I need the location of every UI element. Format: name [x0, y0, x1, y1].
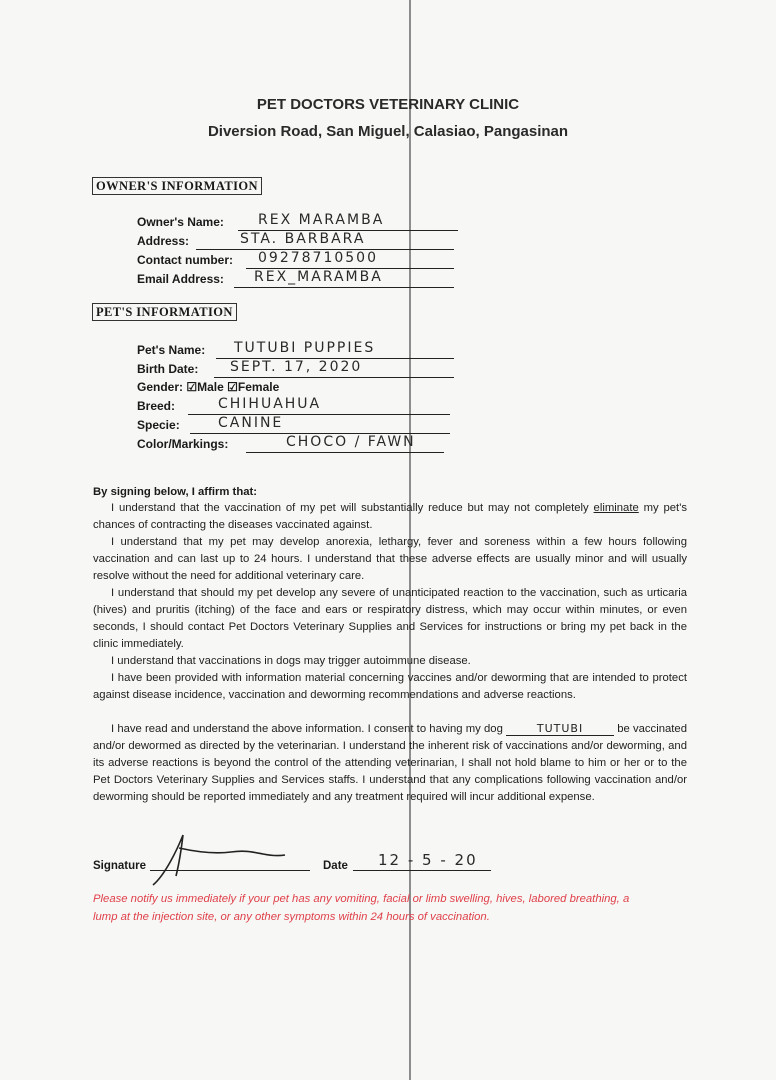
owner-name-label: Owner's Name:: [137, 215, 224, 229]
address-field[interactable]: [196, 233, 454, 250]
breed-field[interactable]: [188, 398, 450, 415]
specie-value: CANINE: [218, 415, 284, 431]
handwritten-signature: [145, 830, 295, 890]
gender-row: [137, 379, 279, 395]
breed-value: CHIHUAHUA: [218, 396, 322, 412]
email-label: Email Address:: [137, 272, 224, 286]
female-checkbox[interactable]: ☑: [227, 380, 238, 394]
pet-name-field[interactable]: [216, 342, 454, 359]
gender-label: Gender:: [137, 380, 184, 394]
owner-name-field[interactable]: [238, 214, 458, 231]
address-value: STA. BARBARA: [240, 231, 366, 247]
notice-text: Please notify us immediately if your pet has any vomiting, facial or limb swelling, hives, labored breathing, a lump at the injection site, or any other symptoms within 24 hours of vaccination.: [93, 893, 630, 923]
contact-number-value: 09278710500: [258, 250, 378, 266]
email-value: REX_MARAMBA: [254, 269, 383, 285]
pet-name-label: Pet's Name:: [137, 343, 206, 357]
owner-section-heading: OWNER'S INFORMATION: [92, 177, 262, 195]
signature-label: Signature: [93, 860, 147, 872]
paragraph-4: [93, 653, 687, 670]
specie-field[interactable]: [190, 417, 450, 434]
contact-number-label: Contact number:: [137, 253, 233, 267]
specie-label: Specie:: [137, 418, 180, 432]
color-markings-value: CHOCO / FAWN: [286, 434, 416, 450]
affirm-heading: By signing below, I affirm that:: [93, 486, 258, 498]
pet-section-heading: PET'S INFORMATION: [92, 303, 237, 321]
pet-name-value: TUTUBI PUPPIES: [234, 340, 376, 356]
birth-date-label: Birth Date:: [137, 362, 199, 376]
paragraph-5: [93, 670, 687, 704]
email-field[interactable]: [234, 271, 454, 288]
clinic-name: PET DOCTORS VETERINARY CLINIC: [256, 96, 520, 113]
dog-name-field[interactable]: TUTUBI: [506, 722, 614, 736]
paragraph-4-text: I understand that vaccinations in dogs may trigger autoimmune disease.: [111, 655, 471, 667]
paragraph-6: [93, 721, 687, 806]
paragraph-2: [93, 534, 687, 585]
date-field[interactable]: [353, 870, 491, 871]
owner-name-value: REX MARAMBA: [258, 212, 385, 228]
paragraph-1-text-b: my pet's chances of contracting the diseases vaccinated against.: [93, 502, 687, 531]
contact-number-field[interactable]: [246, 252, 454, 269]
color-markings-field[interactable]: [246, 436, 444, 453]
address-label: Address:: [137, 234, 190, 248]
paragraph-6-text-b: be vaccinated and/or dewormed as directed by the veterinarian. I understand the inherent risk of vaccinations and/or deworming, and its adverse reactions is beyond the control of the attending veterinarian, I shall not hold blame to him or her or to the Pet Doctors Veterinary Supplies and Services staffs. I understand that any complications following vaccination and/or deworming should be reported immediately and any treatment required will incur additional expense.: [93, 723, 687, 803]
paragraph-6-text-a: I have read and understand the above information. I consent to having my dog: [111, 723, 507, 735]
paragraph-3-text: I understand that should my pet develop any severe of unanticipated reaction to the vaccination, such as urticaria (hives) and pruritis (itching) of the face and ears or respiratory distress, which may occur within minutes, or even seconds, I should contact Pet Doctors Veterinary Supplies and Services for instructions or bring my pet back in the clinic immediately.: [93, 587, 687, 650]
breed-label: Breed:: [137, 399, 176, 413]
paragraph-1: [93, 500, 687, 534]
color-markings-label: Color/Markings:: [137, 437, 229, 451]
paragraph-1-underlined: eliminate: [593, 502, 639, 514]
paragraph-1-text-a: I understand that the vaccination of my pet will substantially reduce but may not completely: [111, 502, 594, 514]
date-label: Date: [323, 860, 348, 872]
date-value: 12 - 5 - 20: [378, 851, 478, 869]
male-label: Male: [197, 380, 224, 394]
female-label: Female: [237, 380, 280, 394]
paragraph-2-text: I understand that my pet may develop anorexia, lethargy, fever and soreness within a few hours following vaccination and can last up to 24 hours. I understand that these adverse effects are usually minor and will usually resolve without the need for additional veterinary care.: [93, 536, 687, 582]
birth-date-value: SEPT. 17, 2020: [230, 359, 363, 375]
paragraph-3: [93, 585, 687, 653]
birth-date-field[interactable]: [214, 361, 454, 378]
clinic-address: Diversion Road, San Miguel, Calasiao, Pangasinan: [207, 123, 569, 140]
paragraph-5-text: I have been provided with information material concerning vaccines and/or deworming that are intended to protect against disease incidence, vaccination and deworming recommendations and adverse reactions.: [93, 672, 687, 701]
male-checkbox[interactable]: ☑: [186, 380, 198, 394]
